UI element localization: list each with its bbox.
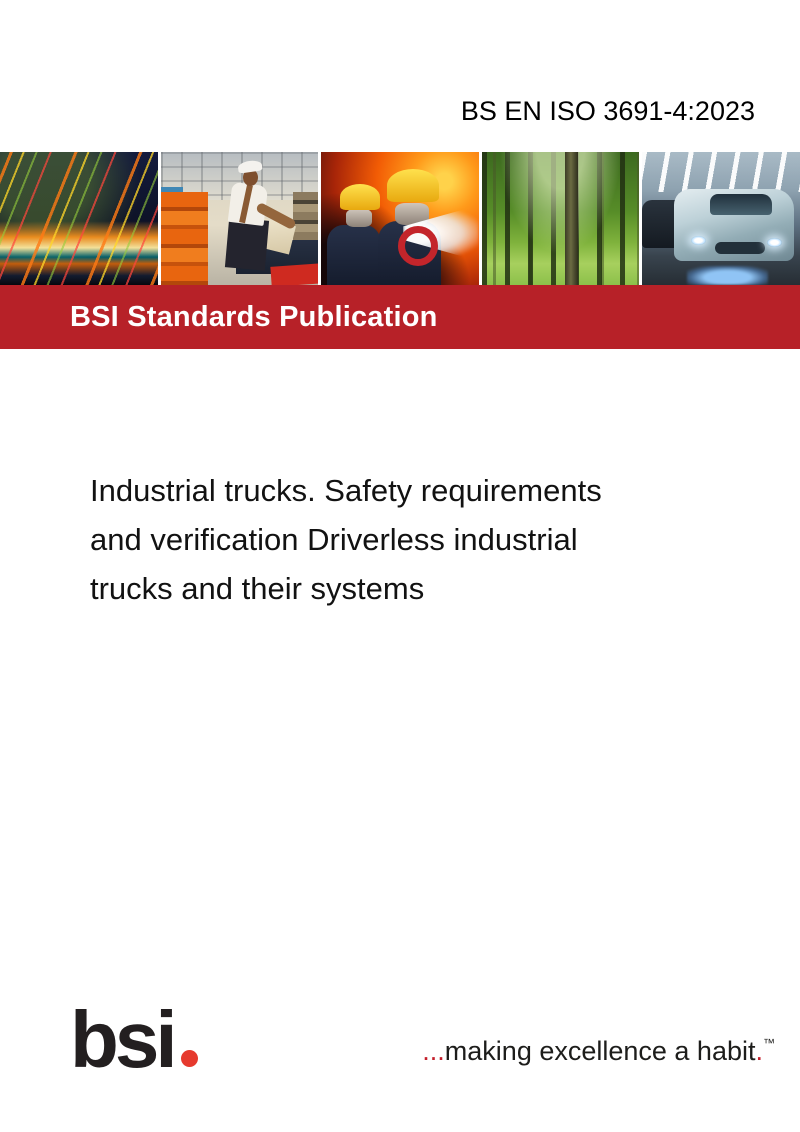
- tagline-period: .: [755, 1036, 763, 1066]
- tagline: [422, 1036, 775, 1066]
- silver-car: [674, 189, 794, 261]
- car-windshield: [710, 194, 772, 216]
- firefighter-helmet: [340, 184, 380, 210]
- banner-title: BSI Standards Publication: [70, 300, 438, 333]
- photo-strip: [0, 152, 800, 285]
- title-line-3: trucks and their systems: [90, 571, 425, 606]
- tagline-text: making excellence a habit: [444, 1036, 756, 1066]
- publication-title: [90, 466, 602, 613]
- car-headlight: [767, 238, 782, 247]
- car-assembly-line-photo: [642, 152, 800, 285]
- warehouse-worker-photo: [161, 152, 319, 285]
- firefighter-body: [327, 225, 381, 285]
- firefighter-helmet: [387, 169, 439, 202]
- night-traffic-light-trails-photo: [0, 152, 158, 285]
- orange-crate-stack: [161, 192, 208, 285]
- bsi-logo-text: bsi: [70, 995, 174, 1084]
- underbody-glow: [687, 266, 769, 285]
- tagline-ellipsis: ...: [422, 1036, 445, 1066]
- red-banner: [0, 285, 800, 349]
- factory-ceiling-lights: [642, 152, 800, 192]
- car-grille: [715, 242, 765, 253]
- bsi-logo-dot: [181, 1050, 198, 1067]
- red-bin: [270, 263, 318, 285]
- firefighter-face: [346, 209, 372, 227]
- firefighters-photo: [321, 152, 479, 285]
- title-line-2: and verification Driverless industrial: [90, 522, 578, 557]
- trademark-symbol: ™: [763, 1036, 775, 1050]
- bsi-logo: [70, 995, 198, 1084]
- forest-trees-photo: [482, 152, 640, 285]
- title-line-1: Industrial trucks. Safety requirements: [90, 473, 602, 508]
- tree-trunk: [565, 152, 578, 285]
- document-number: BS EN ISO 3691-4:2023: [460, 96, 755, 126]
- car-headlight: [691, 236, 706, 245]
